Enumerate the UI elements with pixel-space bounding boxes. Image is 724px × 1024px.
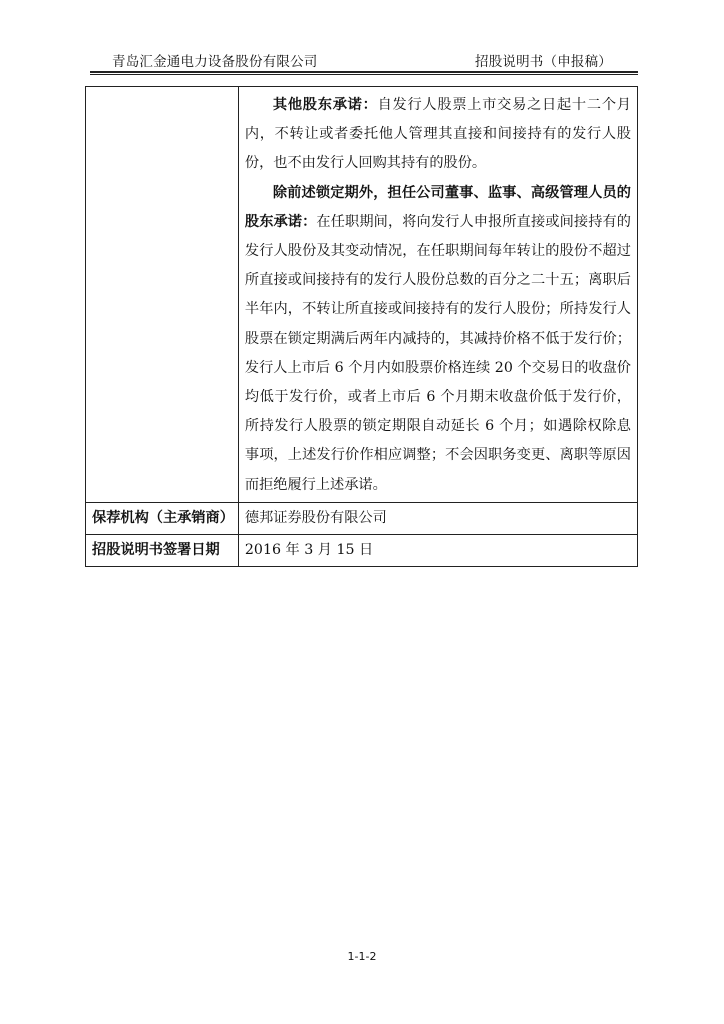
header-document-title: 招股说明书（申报稿） (475, 54, 612, 70)
commitment-text-cell (238, 87, 637, 503)
director-shareholders-label: 除前述锁定期外，担任公司董事、监事、高级管理人员的股东承诺： (244, 184, 631, 230)
sponsor-label: 保荐机构（主承销商） (86, 502, 239, 534)
other-shareholders-commitment (239, 87, 637, 179)
table-row-sponsor (86, 502, 638, 534)
table-row-commitment (86, 87, 638, 503)
other-shareholders-text: 自发行人股票上市交易之日起十二个月内，不转让或者委托他人管理其直接和间接持有的发行人股份，也不由发行人回购其持有的股份。 (244, 97, 631, 172)
director-shareholders-text: 在任职期间，将向发行人申报所直接或间接持有的发行人股份及其变动情况，在任职期间每年转让的股份不超过所直接或间接持有的发行人股份总数的百分之二十五；离职后半年内，不转让所直接或间接持有的发行人股份；所持发行人股票在锁定期满后两年内减持的，其减持价格不低于发行价；发行人上市后 6 个月内如股票价格连续 20 个交易日的收盘价均低于发行价，或者上市后 6 个月期末收盘价低于发行价，所持发行人股票的锁定期限自动延长 6 个月；如遇除权除息事项，上述发行价作相应调整；不会因职务变更、离职等原因而拒绝履行上述承诺。 (244, 213, 631, 493)
commitment-label-cell (86, 87, 239, 503)
table-row-sign-date (86, 534, 638, 566)
header-rule-thin (90, 74, 638, 75)
sign-date-label: 招股说明书签署日期 (86, 534, 239, 566)
header-company-name: 青岛汇金通电力设备股份有限公司 (112, 54, 318, 70)
page-header (90, 48, 638, 68)
sponsor-value: 德邦证券股份有限公司 (238, 502, 637, 534)
other-shareholders-label: 其他股东承诺： (272, 97, 378, 113)
prospectus-table (85, 86, 638, 567)
page-number: 1-1-2 (347, 950, 377, 963)
director-shareholders-commitment (239, 179, 637, 502)
sign-date-value: 2016 年 3 月 15 日 (238, 534, 637, 566)
header-rule-thick (90, 71, 638, 73)
